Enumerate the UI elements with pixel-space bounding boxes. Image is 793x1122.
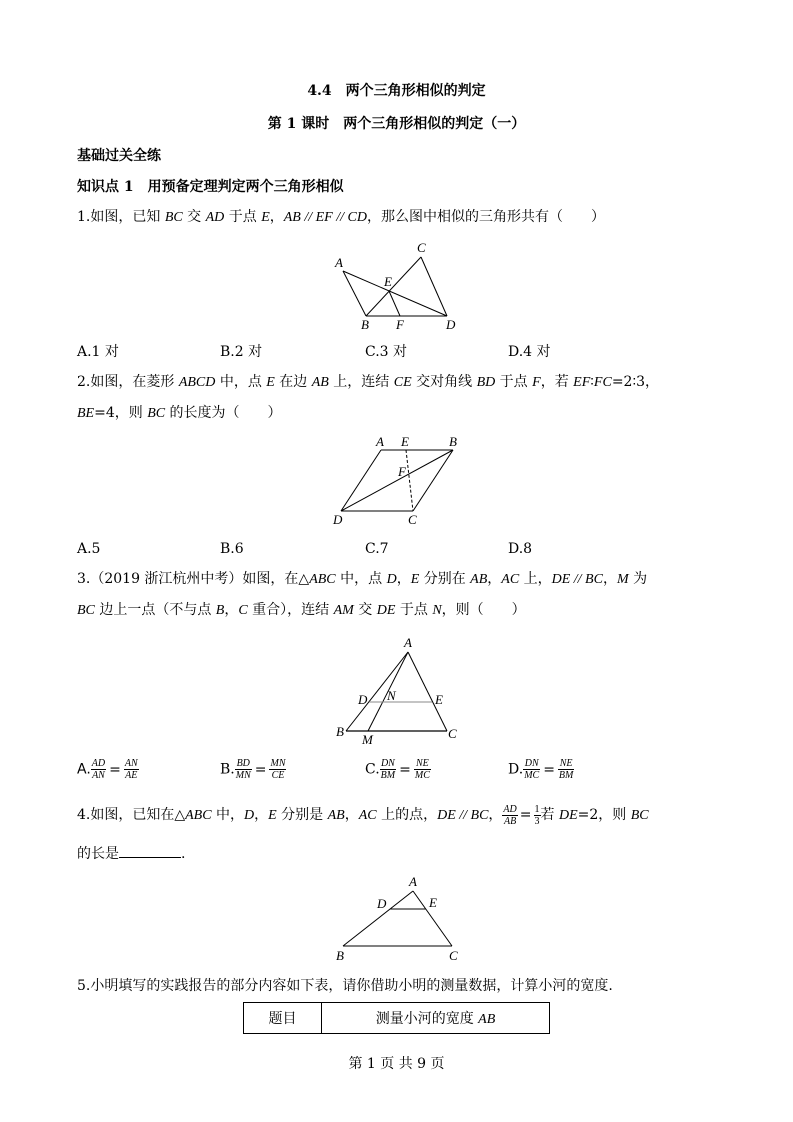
lesson-number: 第 1 课时 <box>267 116 330 132</box>
label-E: E <box>384 274 392 289</box>
q2-option-a[interactable]: A.5 <box>77 541 101 557</box>
question-3-line-1: 3.（2019 浙江杭州中考）如图，在△ABC 中，点 D，E 分别在 AB，AC 上，DE // BC，M 为 <box>77 571 648 587</box>
fraction-ad-ab: $\frac{AD}{AB}$ <box>503 803 517 827</box>
question-3-line-2: BC 边上一点（不与点 B，C 重合），连结 AM 交 DE 于点 N，则（ ） <box>77 602 526 618</box>
page-footer: 第 1 页 共 9 页 <box>348 1056 445 1072</box>
label-D: D <box>358 692 368 707</box>
label-N: N <box>387 688 396 703</box>
table-cell-value: 测量小河的宽度 AB <box>322 1003 550 1034</box>
q1-option-b[interactable]: B.2 对 <box>220 344 263 360</box>
segment-CE <box>406 450 413 511</box>
q3-option-b[interactable]: B. $\frac{BD}{MN}$ = $\frac{MN}{CE}$ <box>220 758 286 781</box>
label-B: B <box>336 724 344 739</box>
segment-BD <box>341 450 453 511</box>
segment-AD <box>341 450 381 511</box>
label-A: A <box>335 255 343 270</box>
answer-blank[interactable] <box>119 843 181 858</box>
segment-CD <box>421 257 447 316</box>
segment-AB <box>343 271 366 316</box>
label-C: C <box>417 240 426 255</box>
q3-option-a[interactable]: A. $\frac{AD}{AN}$ = $\frac{AN}{AE}$ <box>77 758 138 781</box>
question-2-figure <box>320 432 480 528</box>
label-E: E <box>429 895 437 910</box>
question-2-line-1: 2.如图，在菱形 ABCD 中，点 E 在边 AB 上，连结 CE 交对角线 BD 于点 F，若 EF∶FC=2∶3， <box>77 374 660 390</box>
table-row <box>244 1003 550 1034</box>
label-M: M <box>362 732 373 747</box>
question-4-line-2: 的长是 . <box>77 843 185 863</box>
label-C: C <box>448 726 457 741</box>
knowledge-point-title: 用预备定理判定两个三角形相似 <box>147 179 344 195</box>
question-5-text: 5.小明填写的实践报告的部分内容如下表，请你借助小明的测量数据，计算小河的宽度. <box>77 978 613 994</box>
label-B: B <box>336 948 344 963</box>
question-3-figure <box>320 632 470 748</box>
label-C: C <box>408 512 417 527</box>
section-title: 4.4 两个三角形相似的判定 <box>307 83 486 99</box>
segment-AD <box>343 271 447 316</box>
question-1-figure <box>320 232 480 332</box>
segment-AB <box>346 652 408 731</box>
label-E: E <box>435 692 443 707</box>
segment-BC <box>366 257 421 316</box>
label-A: A <box>404 635 412 650</box>
label-C: C <box>449 948 458 963</box>
label-B: B <box>449 434 457 449</box>
label-A: A <box>376 434 384 449</box>
label-F: F <box>398 464 406 479</box>
question-2-line-2: BE=4，则 BC 的长度为（ ） <box>77 405 282 421</box>
section-label: 基础过关全练 <box>77 148 161 164</box>
segment-BC <box>413 450 453 511</box>
q1-option-c[interactable]: C.3 对 <box>365 344 408 360</box>
question-4-figure <box>320 870 470 966</box>
q2-option-d[interactable]: D.8 <box>508 541 533 557</box>
knowledge-point-label: 知识点 1 <box>77 179 134 195</box>
q2-option-b[interactable]: B.6 <box>220 541 244 557</box>
label-E: E <box>401 434 409 449</box>
report-table <box>243 1002 550 1034</box>
q1-option-d[interactable]: D.4 对 <box>508 344 551 360</box>
knowledge-point-heading <box>77 178 344 196</box>
fraction-one-third: $\frac{1}{3}$ <box>534 803 540 827</box>
q2-option-c[interactable]: C.7 <box>365 541 389 557</box>
label-F: F <box>396 317 404 332</box>
label-D: D <box>446 317 456 332</box>
q1-option-a[interactable]: A.1 对 <box>77 344 119 360</box>
lesson-topic: 两个三角形相似的判定（一） <box>343 116 526 132</box>
label-A: A <box>409 874 417 889</box>
label-B: B <box>361 317 369 332</box>
label-D: D <box>377 896 387 911</box>
q3-option-c[interactable]: C. $\frac{DN}{BM}$ = $\frac{NE}{MC}$ <box>365 758 430 781</box>
q3-option-d[interactable]: D. $\frac{DN}{MC}$ = $\frac{NE}{BM}$ <box>508 758 574 781</box>
label-D: D <box>333 512 343 527</box>
question-1-text: 1.如图，已知 BC 交 AD 于点 E，AB // EF // CD，那么图中相似的三角形共有（ ） <box>77 209 605 225</box>
question-4-line-1: 4.如图，已知在△ABC 中，D，E 分别是 AB，AC 上的点，DE // BC， $\frac{AD}{AB}$ = $\frac{1}{3}$ 若 DE=2，则 BC <box>77 803 649 827</box>
table-cell-label: 题目 <box>244 1003 322 1034</box>
lesson-title <box>0 115 793 133</box>
